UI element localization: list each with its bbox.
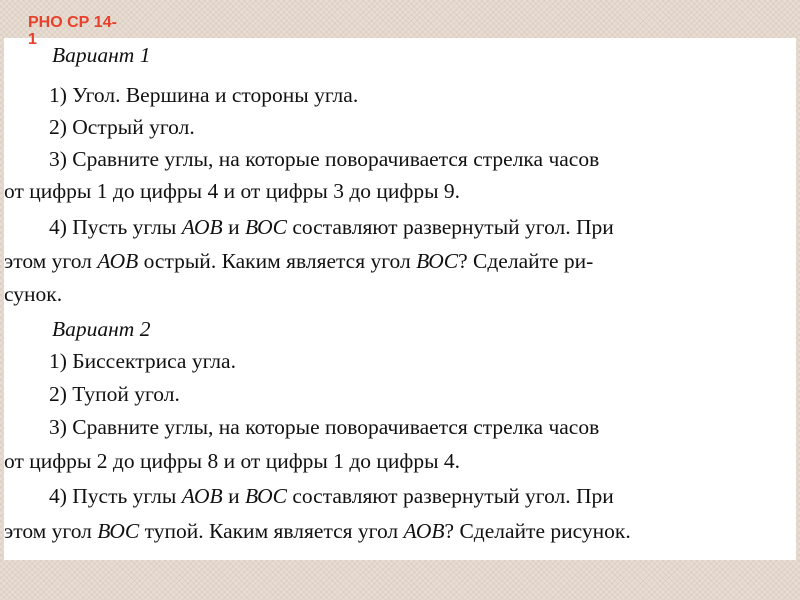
text-fragment: составляют развернутый угол. При bbox=[286, 484, 614, 508]
text-fragment: 4) Пусть углы bbox=[49, 484, 182, 508]
text-fragment: этом угол bbox=[4, 519, 98, 543]
variant-2-task-1: 1) Биссектриса угла. bbox=[49, 349, 236, 373]
slide-label: РНО СР 14-1 bbox=[28, 14, 117, 48]
variant-1-task-4-line-2 bbox=[4, 248, 796, 274]
variant-1-task-4-line-1 bbox=[4, 214, 796, 240]
text-fragment: ? Сделайте рисунок. bbox=[444, 519, 631, 543]
angle-name: ВОС bbox=[244, 215, 287, 239]
text-fragment: ? Сделайте ри- bbox=[458, 249, 594, 273]
text-fragment: острый. Каким является угол bbox=[138, 249, 417, 273]
variant-1-task-3-line-1: 3) Сравните углы, на которые поворачивается стрелка часов bbox=[49, 147, 600, 171]
variant-1-task-2: 2) Острый угол. bbox=[49, 115, 195, 139]
angle-name: ВОС bbox=[416, 249, 459, 273]
angle-name: АОВ bbox=[181, 484, 223, 508]
variant-2-heading: Вариант 2 bbox=[52, 317, 151, 341]
variant-2-task-4-line-2 bbox=[4, 518, 796, 544]
text-fragment: составляют развернутый угол. При bbox=[286, 215, 614, 239]
angle-name: АОВ bbox=[181, 215, 223, 239]
variant-2-task-3-line-1: 3) Сравните углы, на которые поворачивается стрелка часов bbox=[49, 415, 600, 439]
variant-2-task-4-line-1 bbox=[4, 483, 796, 509]
text-fragment: и bbox=[222, 484, 245, 508]
text-fragment: тупой. Каким является угол bbox=[139, 519, 404, 543]
variant-2-task-2: 2) Тупой угол. bbox=[49, 382, 180, 406]
text-fragment: и bbox=[222, 215, 245, 239]
variant-2-task-3-line-2: от цифры 2 до цифры 8 и от цифры 1 до цифры 4. bbox=[4, 449, 461, 473]
angle-name: АОВ bbox=[97, 249, 139, 273]
angle-name: ВОС bbox=[244, 484, 287, 508]
variant-1-task-4-line-3: сунок. bbox=[4, 282, 63, 306]
text-fragment: этом угол bbox=[4, 249, 98, 273]
variant-1-task-1: 1) Угол. Вершина и стороны угла. bbox=[49, 83, 359, 107]
worksheet bbox=[4, 38, 796, 560]
variant-1-task-3-line-2: от цифры 1 до цифры 4 и от цифры 3 до цифры 9. bbox=[4, 179, 461, 203]
angle-name: АОВ bbox=[403, 519, 445, 543]
variant-1-heading: Вариант 1 bbox=[52, 43, 151, 67]
angle-name: ВОС bbox=[97, 519, 140, 543]
text-fragment: 4) Пусть углы bbox=[49, 215, 182, 239]
